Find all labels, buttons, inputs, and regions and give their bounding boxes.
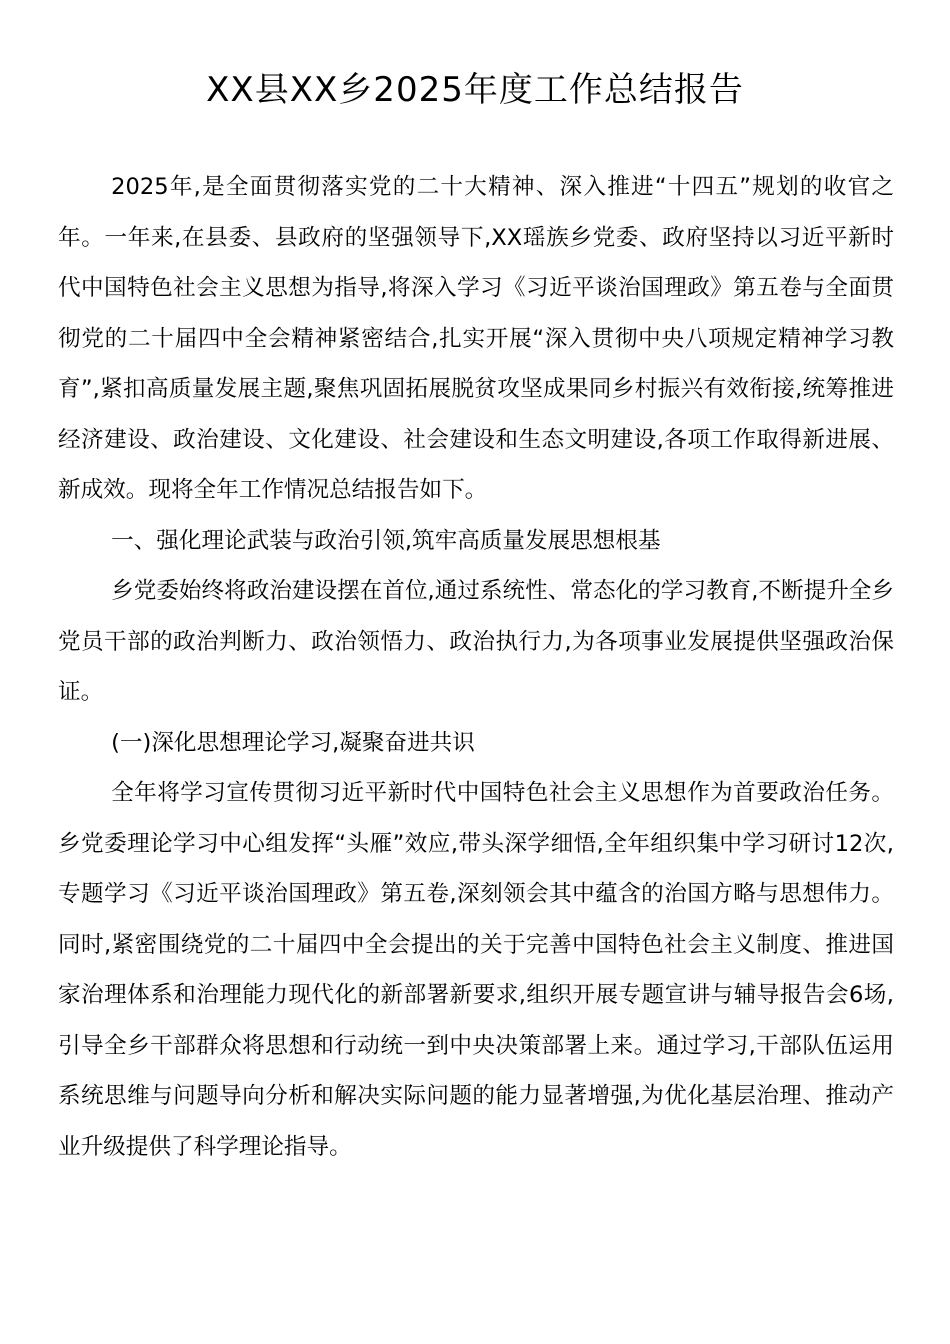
document-title: XX县XX乡2025年度工作总结报告 bbox=[206, 70, 744, 110]
subsection-heading-1: (一)深化思想理论学习,凝聚奋进共识 bbox=[111, 729, 475, 756]
section-1-paragraph: 乡党委始终将政治建设摆在首位,通过系统性、常态化的学习教育,不断提升全乡党员干部的政治判断力、政治领悟力、政治执行力,为各项事业发展提供坚强政治保证。 bbox=[58, 578, 894, 705]
subsection-1-paragraph: 全年将学习宣传贯彻习近平新时代中国特色社会主义思想作为首要政治任务。乡党委理论学习中心组发挥“头雁”效应,带头深学细悟,全年组织集中学习研讨12次,专题学习《习近平谈治国理政》第五卷,深刻领会其中蕴含的治国方略与思想伟力。同时,紧密围绕党的二十届四中全会提出的关于完善中国特色社会主义制度、推进国家治理体系和治理能力现代化的新部署新要求,组织开展专题宣讲与辅导报告会6场,引导全乡干部群众将思想和行动统一到中央决策部署上来。通过学习,干部队伍运用系统思维与问题导向分析和解决实际问题的能力显著增强,为优化基层治理、推动产业升级提供了科学理论指导。 bbox=[58, 780, 894, 1160]
document-body bbox=[58, 162, 894, 1172]
section-heading-1: 一、强化理论武装与政治引领,筑牢高质量发展思想根基 bbox=[111, 527, 661, 554]
intro-paragraph: 2025年,是全面贯彻落实党的二十大精神、深入推进“十四五”规划的收官之年。一年来,在县委、县政府的坚强领导下,XX瑶族乡党委、政府坚持以习近平新时代中国特色社会主义思想为指导,将深入学习《习近平谈治国理政》第五卷与全面贯彻党的二十届四中全会精神紧密结合,扎实开展“深入贯彻中央八项规定精神学习教育”,紧扣高质量发展主题,聚焦巩固拓展脱贫攻坚成果同乡村振兴有效衔接,统筹推进经济建设、政治建设、文化建设、社会建设和生态文明建设,各项工作取得新进展、新成效。现将全年工作情况总结报告如下。 bbox=[58, 174, 894, 503]
